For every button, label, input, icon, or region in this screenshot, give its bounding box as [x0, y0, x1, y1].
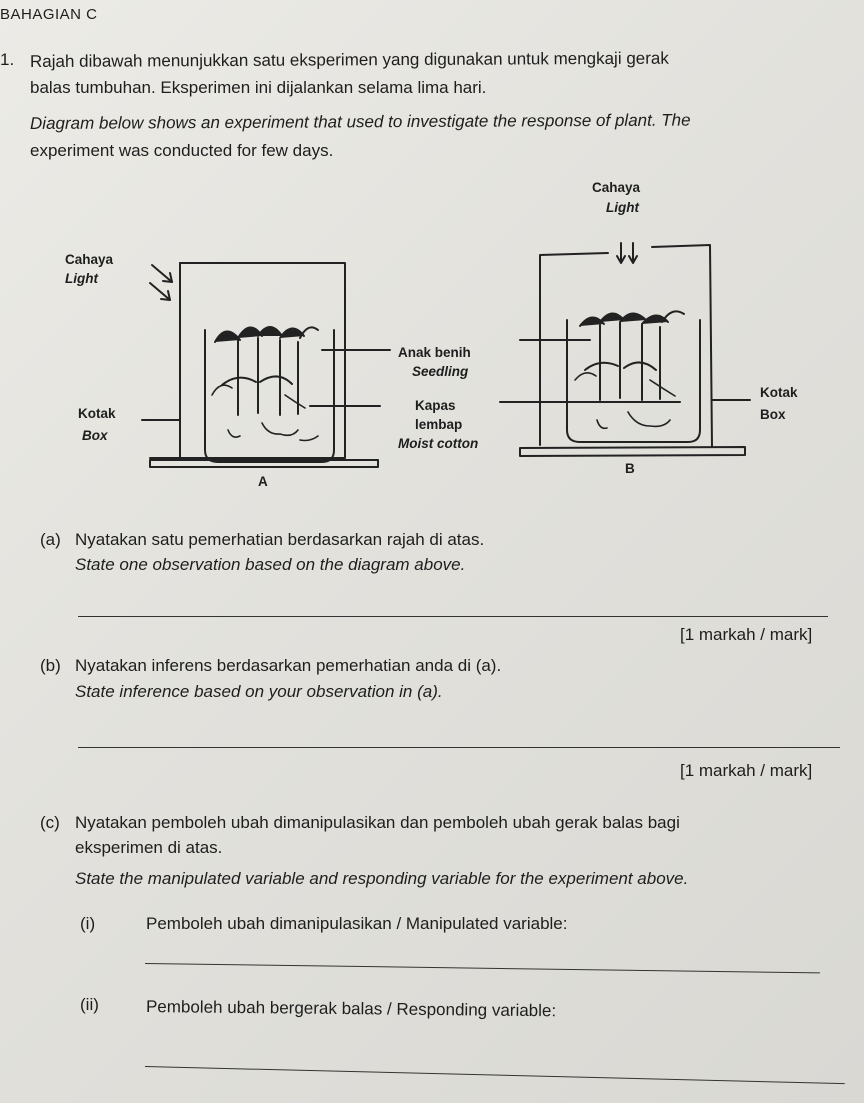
part-c-i-text: Pemboleh ubah dimanipulasikan / Manipulated variable:: [146, 914, 568, 933]
part-b-question-ms: Nyatakan inferens berdasarkan pemerhatian anda di (a).: [75, 656, 502, 675]
left-light-label-en: Light: [65, 271, 98, 286]
box-b: [540, 245, 712, 447]
label-b: B: [625, 461, 635, 476]
part-a-mark: [1 markah / mark]: [680, 625, 813, 644]
part-c-label: (c): [40, 813, 60, 832]
question-text-ms-2: balas tumbuhan. Eksperimen ini dijalankan selama lima hari.: [30, 78, 487, 97]
part-c-ii-label: (ii): [80, 995, 99, 1014]
left-box-label-en: Box: [82, 428, 108, 443]
seedlings-b: [580, 311, 684, 400]
light-arrows-right: [617, 243, 637, 263]
part-c-question-en: State the manipulated variable and responding variable for the experiment above.: [75, 869, 689, 888]
question-text-en-2: experiment was conducted for few days.: [30, 141, 334, 160]
part-c-ii-text: Pemboleh ubah bergerak balas / Responding variable:: [145, 997, 557, 1021]
light-arrows-left: [150, 265, 172, 300]
part-a-answer-line[interactable]: [78, 616, 828, 617]
beaker-a: [205, 330, 334, 462]
part-a-question-en: State one observation based on the diagram above.: [75, 555, 466, 574]
part-c-question-ms-2: eksperimen di atas.: [75, 838, 223, 857]
cotton-a: [212, 385, 318, 440]
label-a: A: [258, 474, 268, 489]
seedling-label-en: Seedling: [412, 364, 469, 379]
right-box-label-en: Box: [760, 407, 786, 422]
beaker-b: [567, 320, 700, 442]
question-text-en-1: Diagram below shows an experiment that used to investigate the response of plant. The: [29, 110, 691, 133]
question-text-ms-1: Rajah dibawah menunjukkan satu eksperimen yang digunakan untuk mengkaji gerak: [29, 48, 669, 71]
section-heading: BAHAGIAN C: [0, 6, 98, 23]
right-light-label-en: Light: [606, 200, 639, 215]
base-b: [520, 447, 745, 456]
part-b-answer-line[interactable]: [78, 747, 840, 748]
cotton-label-en: Moist cotton: [398, 436, 479, 451]
cotton-label-ms-1: Kapas: [415, 398, 456, 413]
question-number: 1.: [0, 50, 15, 69]
part-b-mark: [1 markah / mark]: [680, 761, 813, 780]
part-a-label: (a): [40, 530, 61, 549]
part-c-question-ms-1: Nyatakan pemboleh ubah dimanipulasikan dan pemboleh ubah gerak balas bagi: [75, 813, 680, 832]
right-box-label-ms: Kotak: [760, 385, 798, 400]
box-a: [150, 263, 345, 458]
part-a-question-ms: Nyatakan satu pemerhatian berdasarkan rajah di atas.: [75, 530, 485, 549]
part-b-label: (b): [40, 656, 61, 675]
left-light-label-ms: Cahaya: [65, 252, 114, 267]
seedling-label-ms: Anak benih: [398, 345, 471, 360]
right-light-label-ms: Cahaya: [592, 180, 641, 195]
left-box-label-ms: Kotak: [78, 406, 116, 421]
cotton-label-ms-2: lembap: [415, 417, 463, 432]
seedlings-a: [215, 327, 318, 415]
part-c-i-label: (i): [80, 914, 96, 933]
part-b-question-en: State inference based on your observation in (a).: [75, 682, 443, 701]
